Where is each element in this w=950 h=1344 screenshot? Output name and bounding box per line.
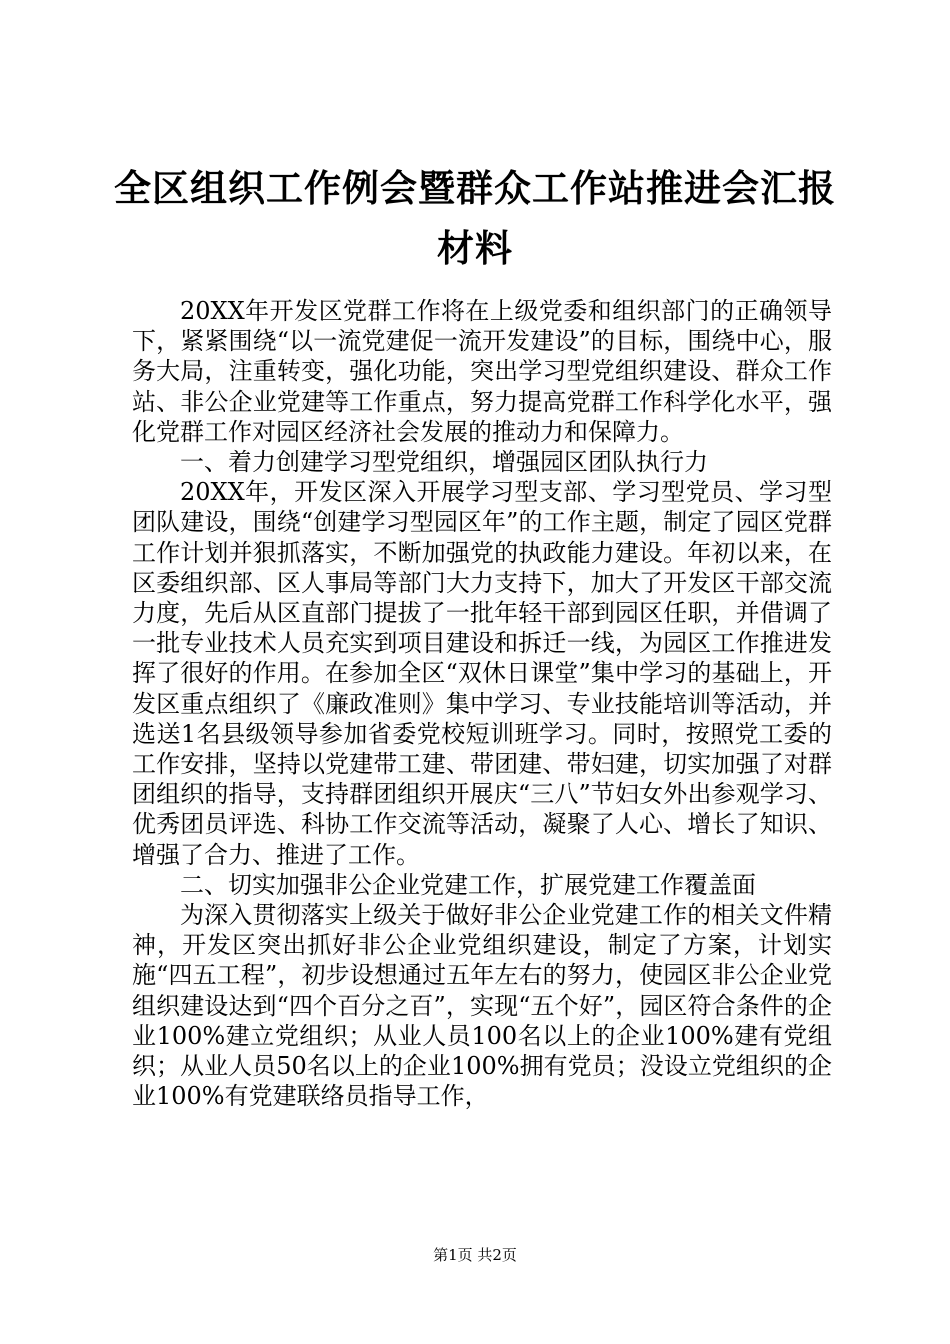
document-title: 全区组织工作例会暨群众工作站推进会汇报材料 xyxy=(114,166,836,270)
paragraph-section-1: 20XX年，开发区深入开展学习型支部、学习型党员、学习型团队建设，围绕“创建学习型园区年”的工作主题，制定了园区党群工作计划并狠抓落实，不断加强党的执政能力建设。年初以来，在区委组织部、区人事局等部门大力支持下，加大了开发区干部交流力度，先后从区直部门提拔了一批年轻干部到园区任职，并借调了一批专业技术人员充实到项目建设和拆迁一线，为园区工作推进发挥了很好的作用。在参加全区“双休日课堂”集中学习的基础上，开发区重点组织了《廉政准则》集中学习、专业技能培训等活动，并选送1名县级领导参加省委党校短训班学习。同时，按照党工委的工作安排，坚持以党建带工建、带团建、带妇建，切实加强了对群团组织的指导，支持群团组织开展庆“三八”节妇女外出参观学习、优秀团员评选、科协工作交流等活动，凝聚了人心、增长了知识、增强了合力、推进了工作。 xyxy=(132,478,832,869)
paragraph-intro: 20XX年开发区党群工作将在上级党委和组织部门的正确领导下，紧紧围绕“以一流党建促一流开发建设”的目标，围绕中心，服务大局，注重转变，强化功能，突出学习型党组织建设、群众工作站、非公企业党建等工作重点，努力提高党群工作科学化水平，强化党群工作对园区经济社会发展的推动力和保障力。 xyxy=(132,297,832,446)
document-body xyxy=(132,296,832,1111)
section-heading-1: 一、着力创建学习型党组织，增强园区团队执行力 xyxy=(180,448,708,477)
page-number-footer: 第1页 共2页 xyxy=(433,1246,517,1264)
section-heading-2: 二、切实加强非公企业党建工作，扩展党建工作覆盖面 xyxy=(180,870,756,899)
paragraph-section-2: 为深入贯彻落实上级关于做好非公企业党建工作的相关文件精神，开发区突出抓好非公企业党组织建设，制定了方案，计划实施“四五工程”，初步设想通过五年左右的努力，使园区非公企业党组织建设达到“四个百分之百”，实现“五个好”，园区符合条件的企业100%建立党组织；从业人员100名以上的企业100%建有党组织；从业人员50名以上的企业100%拥有党员；没设立党组织的企业100%有党建联络员指导工作， xyxy=(132,901,832,1111)
